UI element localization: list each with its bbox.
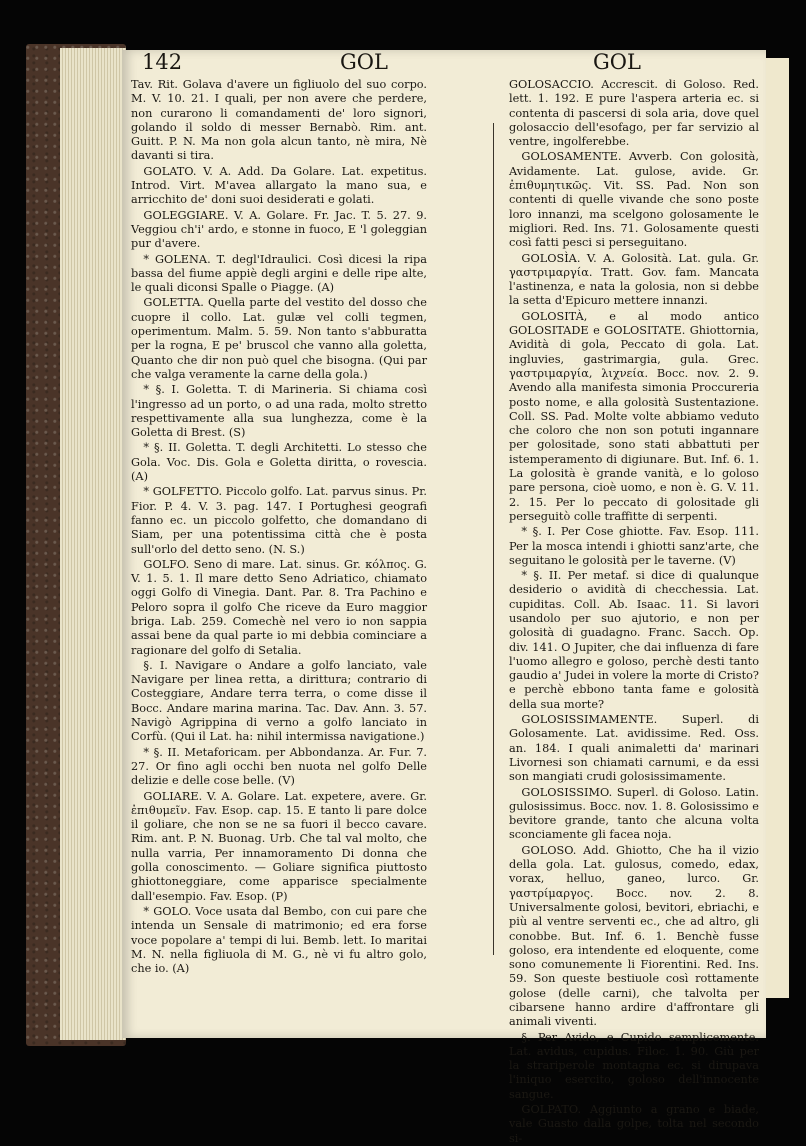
dictionary-entry: GOLOSISSIMAMENTE. Superl. di Golosamente. Lat. avidissime. Red. Oss. an. 184. I quali animaletti da' marinari Livornesi son chiamati carnumi, e da essi son mangiati crudi golosissimamente.	[509, 713, 759, 784]
dictionary-entry: GOLOSACCIO. Accrescit. di Goloso. Red. lett. 1. 192. E pure l'aspera arteria ec. si contenta di pascersi di sola aria, dove quel golosaccio dell'esofago, per far servizio al ventre, ingolferebbe.	[509, 78, 759, 149]
right-guide-word: GOL	[593, 50, 641, 74]
dictionary-entry: GOLIARE. V. A. Golare. Lat. expetere, avere. Gr. ἐπιθυμεῖν. Fav. Esop. cap. 15. E tanto li pare dolce il goliare, che non se ne sa fuori il becco cavare. Rim. ant. P. N. Buonag. Urb. Che tal val molto, che nulla varria, Per innamoramento Di donna che golla conoscimento. — Goliare significa piuttosto ghiottoneggiare, come apparisce specialmente dall'esempio. Fav. Esop. (P)	[131, 789, 427, 903]
left-guide-word: GOL	[340, 50, 388, 74]
dictionary-entry: GOLEGGIARE. V. A. Golare. Fr. Jac. T. 5. 27. 9. Veggiou ch'i' ardo, e stonne in fuoco, E 'l goleggian pur d'avere.	[131, 208, 427, 251]
dictionary-entry: GOLPATO. Aggiunto a grano e biade, vale Guasto dalla golpe, tolta nel secondo si-	[509, 1103, 759, 1145]
dictionary-entry: * GOLENA. T. degl'Idraulici. Così dicesi la ripa bassa del fiume appiè degli argini e delle ripe alte, le quali diconsi Spalle o Piagge. (A)	[131, 252, 427, 295]
dictionary-entry: * §. I. Goletta. T. di Marineria. Si chiama così l'ingresso ad un porto, o ad una rada, molto stretto respettivamente alla sua lunghezza, come è la Goletta di Brest. (S)	[131, 383, 427, 440]
dictionary-entry: GOLATO. V. A. Add. Da Golare. Lat. expetitus. Introd. Virt. M'avea allargato la mano sua, e arricchito de' doni suoi desiderati e golati.	[131, 164, 427, 207]
dictionary-entry: Tav. Rit. Golava d'avere un figliuolo del suo corpo. M. V. 10. 21. I quali, per non avere che perdere, non curarono li comandamenti de' loro signori, golando il soldo di messer Bernabò. Rim. ant. Guitt. P. N. Ma non gola alcun tanto, nè mira, Nè davanti si tira.	[131, 78, 427, 163]
dictionary-entry: GOLOSAMENTE. Avverb. Con golosità, Avidamente. Lat. gulose, avide. Gr. ἐπιθυμητικῶς. Vit. SS. Pad. Non son contenti di quelle vivande che sono poste loro innanzi, ma scelgono golosamente le migliori. Red. Ins. 71. Golosamente questi così fatti pesci si perseguitano.	[509, 150, 759, 250]
dictionary-entry: §. I. Navigare o Andare a golfo lanciato, vale Navigare per linea retta, a dirittura; contrario di Costeggiare, Andare terra terra, o come disse il Bocc. Andare marina marina. Tac. Dav. Ann. 3. 57. Navigò Agrippina di verno a golfo lanciato in Corfù. (Qui il Lat. ha: nihil intermissa navigatione.)	[131, 658, 427, 744]
dictionary-entry: GOLOSITÀ, e al modo antico GOLOSITADE e GOLOSITATE. Ghiottornia, Avidità di gola, Peccato di gola. Lat. ingluvies, gastrimargia, gula. Grec. γαστριμαργία, λιχνεία. Bocc. nov. 2. 9. Avendo alla manifesta simonia Proccureria posto nome, e alla golosità Sustentazione. Coll. SS. Pad. Molte volte abbiamo veduto che coloro che non son potuti ingannare per golositade, sono stati abbattuti per istemperamento di digiunare. But. Inf. 6. 1. La golosità è grande vanità, e lo goloso pare persona, cioè uomo, e non è. G. V. 11. 2. 15. Per lo peccato di golositade gli perseguitò colle traffitte di serpenti.	[509, 309, 759, 523]
right-column	[509, 78, 759, 1145]
left-column	[131, 78, 427, 976]
dictionary-entry: * §. I. Per Cose ghiotte. Fav. Esop. 111. Per la mosca intendi i ghiotti sanz'arte, che seguitano le golosità per le taverne. (V)	[509, 525, 759, 567]
dictionary-entry: * §. II. Goletta. T. degli Architetti. Lo stesso che Gola. Voc. Dis. Gola e Goletta diritta, o rovescia. (A)	[131, 441, 427, 484]
dictionary-entry: §. Per Avido, e Cupido semplicemente. Lat. avidus, cupidus. Filoc. 1. 90. Giù per la strariperole montagna ec. si dirupava l'iniquo esercito, goloso dell'innocente sangue.	[509, 1030, 759, 1101]
dictionary-entry: * GOLFETTO. Piccolo golfo. Lat. parvus sinus. Pr. Fior. P. 4. V. 3. pag. 147. I Portughesi geografi fanno ec. un piccolo golfetto, che domandano di Siam, per una potentissima città che è posta sull'orlo del detto seno. (N. S.)	[131, 485, 427, 556]
page-number: 142	[142, 50, 183, 74]
dictionary-entry: GOLFO. Seno di mare. Lat. sinus. Gr. κόλπος. G. V. 1. 5. 1. Il mare detto Seno Adriatico, chiamato oggi Golfo di Vinegia. Dant. Par. 8. Tra Pachino e Peloro sopra il golfo Che riceve da Euro maggior briga. Lab. 259. Comechè nel vero io non sappia assai bene da qual parte io mi debbia cominciare a ragionare del golfo di Setalia.	[131, 557, 427, 657]
page-edges	[60, 48, 126, 1040]
column-rule	[493, 123, 494, 955]
dictionary-entry: GOLOSÌA. V. A. Golosità. Lat. gula. Gr. γαστριμαργία. Tratt. Gov. fam. Mancata l'astinenza, e nata la golosia, non si debbe la setta d'Epicuro mettere innanzi.	[509, 251, 759, 308]
dictionary-entry: GOLOSISSIMO. Superl. di Goloso. Latin. gulosissimus. Bocc. nov. 1. 8. Golosissimo e bevitore grande, tanto che alcuna volta sconciamente gli facea noja.	[509, 785, 759, 842]
dictionary-entry: * §. II. Metaforicam. per Abbondanza. Ar. Fur. 7. 27. Or fino agli occhi ben nuota nel golfo Delle delizie e delle cose belle. (V)	[131, 745, 427, 788]
dictionary-entry: GOLETTA. Quella parte del vestito del dosso che cuopre il collo. Lat. gulæ vel colli tegmen, operimentum. Malm. 5. 59. Non tanto s'abburatta per la rogna, E pe' bruscol che vanno alla goletta, Quanto che dir non può quel che bisogna. (Qui par che valga veramente la carne della gola.)	[131, 296, 427, 381]
dictionary-entry: * GOLO. Voce usata dal Bembo, con cui pare che intenda un Sensale di matrimonio; ed era forse voce popolare a' tempi di lui. Bemb. lett. Io maritai M. N. nella figliuola di M. G., nè vi fu altro golo, che io. (A)	[131, 904, 427, 976]
dictionary-entry: * §. II. Per metaf. si dice di qualunque desiderio o avidità di checchessia. Lat. cupiditas. Coll. Ab. Isaac. 11. Si lavori usandolo per suo ajutorio, e non per golosità di guadagno. Franc. Sacch. Op. div. 141. O Jupiter, che dai influenza di fare l'uomo allegro e goloso, perchè desti tanto gaudio a' Judei in volere la morte di Cristo? e perchè ebbono tanta fame e golosità della sua morte?	[509, 569, 759, 711]
dictionary-entry: GOLOSO. Add. Ghiotto, Che ha il vizio della gola. Lat. gulosus, comedo, edax, vorax, helluo, ganeo, lurco. Gr. γαστρίμαργος. Bocc. nov. 2. 8. Universalmente golosi, bevitori, ebriachi, e più al ventre serventi ec., che ad altro, gli conobbe. But. Inf. 6. 1. Benchè fusse goloso, era intendente ed eloquente, come sono comunemente li Fiorentini. Red. Ins. 59. Son queste bestiuole così rottamente golose (delle carni), che talvolta per cibarsene hanno ardire d'affrontare gli animali viventi.	[509, 843, 759, 1029]
